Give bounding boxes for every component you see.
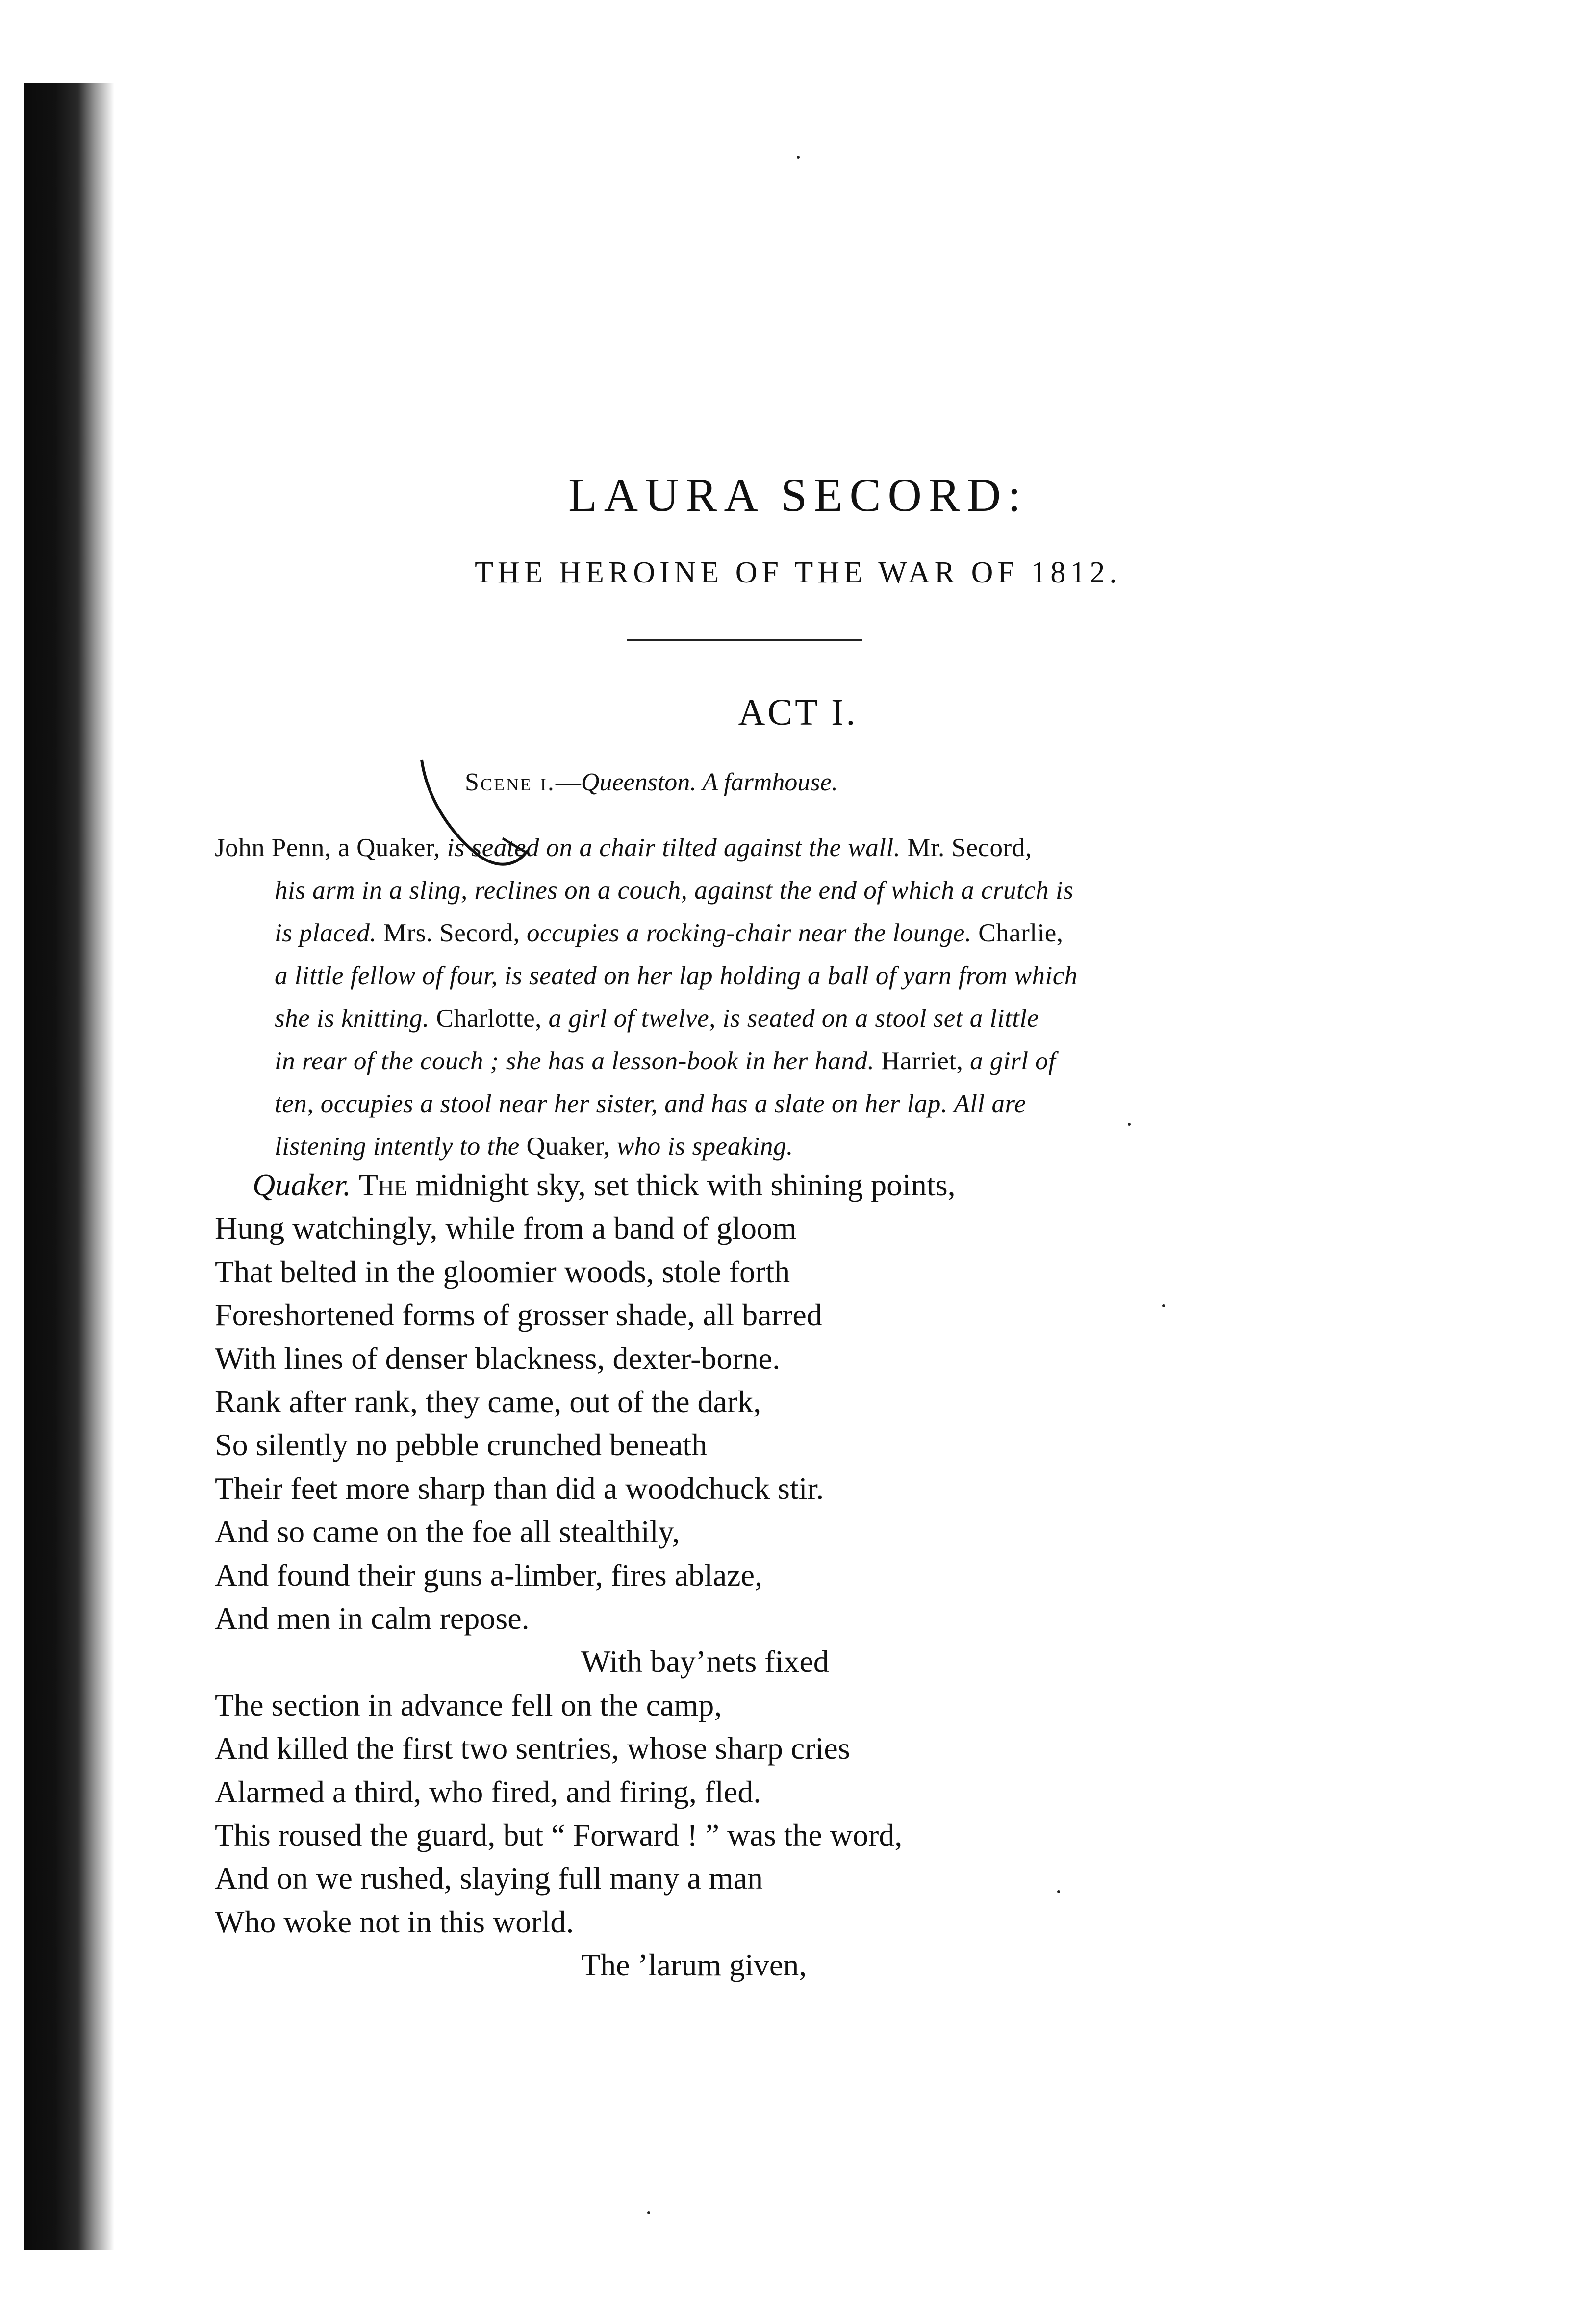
stage-direction-text: is placed. (275, 919, 377, 947)
verse-text: And men in calm repose. (215, 1601, 530, 1636)
verse-line (215, 1820, 902, 1851)
verse-text: The ’larum given, (581, 1947, 807, 1982)
verse-line (581, 1949, 807, 1981)
verse-line (215, 1863, 763, 1894)
scan-speck (797, 156, 800, 159)
verse-line (215, 1690, 722, 1721)
verse-text: Alarmed a third, who fired, and firing, fled. (215, 1774, 761, 1809)
scan-speck (1057, 1890, 1060, 1893)
verse-text: Their feet more sharp than did a woodchuck stir. (215, 1471, 824, 1506)
stage-direction-line (275, 963, 1078, 989)
verse-line (253, 1169, 956, 1201)
scanned-binding-edge (24, 83, 114, 2250)
verse-text: That belted in the gloomier woods, stole forth (215, 1254, 790, 1289)
verse-line (215, 1256, 790, 1288)
stage-direction-text: John Penn, a Quaker, (215, 834, 447, 862)
stage-direction-line (275, 920, 1063, 946)
opening-word: The (358, 1167, 415, 1202)
stage-direction-text: listening intently to the (275, 1132, 527, 1161)
verse-text: And found their guns a-limber, fires ablaze, (215, 1558, 763, 1593)
verse-line (215, 1603, 530, 1634)
stage-direction-text: who is speaking. (616, 1132, 793, 1161)
stage-direction-line (275, 1048, 1056, 1074)
stage-direction-line (275, 1091, 1026, 1117)
stage-direction-line (275, 1006, 1039, 1032)
stage-direction-text: Mr. Secord, (900, 834, 1032, 862)
verse-text: And on we rushed, slaying full many a man (215, 1861, 763, 1896)
verse-text: With lines of denser blackness, dexter-borne. (215, 1341, 781, 1376)
verse-line (215, 1343, 780, 1374)
verse-line (215, 1516, 680, 1547)
verse-text: And killed the first two sentries, whose sharp cries (215, 1731, 850, 1766)
stage-direction-text: Charlotte, (429, 1004, 549, 1033)
title-divider (627, 639, 862, 641)
play-subtitle: THE HEROINE OF THE WAR OF 1812. (475, 556, 1121, 589)
play-title: LAURA SECORD: (568, 469, 1028, 521)
verse-text: Foreshortened forms of grosser shade, all barred (215, 1297, 822, 1332)
stage-direction-line (275, 878, 1073, 904)
scan-speck (647, 2211, 650, 2214)
verse-text: Rank after rank, they came, out of the dark, (215, 1384, 761, 1419)
stage-direction-text: in rear of the couch ; she has a lesson-book in her hand. (275, 1047, 875, 1075)
stage-direction-text: is seated on a chair tilted against the wall. (447, 834, 901, 862)
scan-speck (1162, 1304, 1165, 1307)
handwritten-proof-mark (417, 755, 530, 883)
verse-line (215, 1906, 574, 1938)
verse-line (581, 1646, 829, 1677)
scene-label: Scene i. (465, 768, 556, 796)
stage-direction-text: his arm in a sling, reclines on a couch, against the end of which a crutch is (275, 876, 1074, 905)
verse-line (215, 1776, 761, 1808)
verse-text: Hung watchingly, while from a band of gloom (215, 1211, 797, 1245)
verse-line (215, 1560, 762, 1591)
verse-line (215, 1386, 761, 1417)
stage-direction-line (215, 835, 1032, 861)
speaker-name: Quaker. (253, 1167, 359, 1202)
verse-line (215, 1473, 824, 1504)
stage-direction-text: a girl of (970, 1047, 1056, 1075)
verse-text: Who woke not in this world. (215, 1904, 574, 1939)
stage-direction-text: she is knitting. (275, 1004, 430, 1033)
stage-direction-text: Quaker, (526, 1132, 617, 1161)
verse-text: And so came on the foe all stealthily, (215, 1514, 680, 1549)
stage-direction-text: a girl of twelve, is seated on a stool set a little (548, 1004, 1039, 1033)
verse-line (215, 1299, 822, 1331)
scene-place: Queenston. A farmhouse. (581, 768, 838, 796)
verse-line (215, 1733, 850, 1764)
verse-text: This roused the guard, but “ Forward ! ” was the word, (215, 1818, 903, 1852)
scene-dash: — (555, 768, 581, 796)
stage-direction-line (275, 1134, 793, 1160)
stage-direction-text: occupies a rocking-chair near the lounge. (526, 919, 972, 947)
stage-direction-text: Mrs. Secord, (377, 919, 527, 947)
stage-direction-text: Charlie, (971, 919, 1064, 947)
act-heading: ACT I. (738, 692, 858, 733)
verse-text: With bay’nets fixed (581, 1644, 829, 1679)
stage-direction-text: Harriet, (874, 1047, 970, 1075)
stage-direction-text: ten, occupies a stool near her sister, and has a slate on her lap. All are (275, 1089, 1026, 1118)
verse-line (215, 1213, 797, 1244)
scan-speck (1128, 1123, 1131, 1126)
stage-direction-text: a little fellow of four, is seated on her lap holding a ball of yarn from which (275, 961, 1078, 990)
verse-text: So silently no pebble crunched beneath (215, 1427, 708, 1462)
verse-text: The section in advance fell on the camp, (215, 1688, 722, 1722)
verse-text: midnight sky, set thick with shining points, (415, 1167, 956, 1202)
verse-line (215, 1429, 707, 1461)
